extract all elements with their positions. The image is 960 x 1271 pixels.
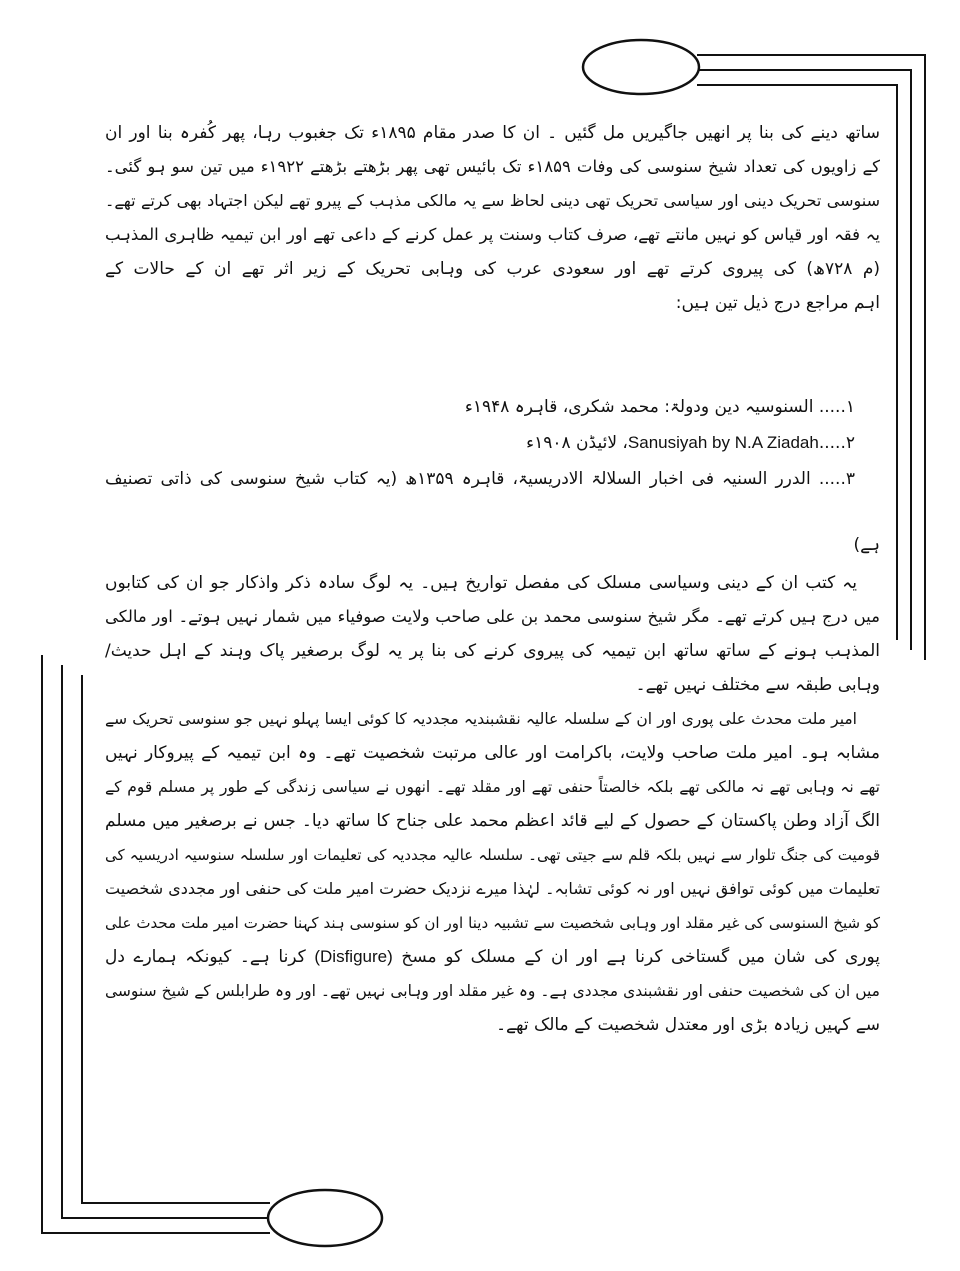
latin-term: (Disfigure) — [314, 947, 393, 966]
text-line: سے کہیں زیادہ بڑی اور معتدل شخصیت کے مالک تھے۔ — [496, 1015, 880, 1035]
text-line: تھے نہ وہابی تھے نہ مالکی تھے بلکہ خالصتاً حنفی تھے اور مقلد تھے۔ انھوں نے سیاسی زندگی کے طور پر مسلم قوم کے — [105, 778, 880, 796]
paragraph-start-line: یہ کتب ان کے دینی وسیاسی مسلک کی مفصل تواریخ ہیں۔ یہ لوگ سادہ ذکر واذکار جو ان کی کتابوں — [105, 573, 857, 593]
text-line: سنوسی تحریک دینی اور سیاسی تحریک تھی دینی لحاظ سے یہ مالکی مذہب کے پیرو تھے لیکن اجتہاد بھی کرتے تھے۔ — [105, 191, 880, 210]
text-line: کو شیخ السنوسی کی غیر مقلد اور وہابی شخصیت سے تشبیہ دینا اور ان کو سنوسی ہند کہنا حضرت امیر ملت محدث علی — [105, 914, 880, 932]
reference-suffix: ، لائیڈن ۱۹۰۸ء — [526, 433, 628, 453]
reference-latin-title: Sanusiyah by N.A Ziadah — [627, 433, 819, 452]
paragraph-start-line: امیر ملت محدث علی پوری اور ان کے سلسلہ عالیہ نقشبندیہ مجددیہ کا کوئی ایسا پہلو نہیں جو سنوسی تحریک سے — [105, 710, 857, 728]
text-line: ساتھ دینے کی بنا پر انھیں جاگیریں مل گئیں ۔ ان کا صدر مقام ۱۸۹۵ء تک جغبوب رہا، پھر کُفرہ بنا اور ان — [105, 123, 880, 143]
top-oval-ornament — [583, 40, 699, 94]
text-line — [105, 944, 880, 970]
reference-item-2 — [300, 430, 855, 456]
text-line: قومیت کی جنگ تلوار سے نہیں بلکہ قلم سے جیتی تھی۔ سلسلہ عالیہ مجددیہ کی تعلیمات اور سلسلہ سنوسیہ ادریسیہ کی — [105, 846, 880, 864]
reference-prefix: ۲..... — [818, 433, 855, 453]
text-line: المذہب ہونے کے ساتھ ساتھ ابن تیمیہ کی پیروی کرنے کی بنا پر یہ لوگ برصغیر پاک وہند کے اہل حدیث/ — [105, 641, 880, 661]
text-line: (م ۷۲۸ھ) کی پیروی کرتے تھے اور سعودی عرب کی وہابی تحریک کے زیر اثر تھے ان کے حالات کے — [105, 259, 880, 279]
text-line: مشابہ ہو۔ امیر ملت صاحب ولایت، باکرامت اور عالی مرتبت شخصیت تھے۔ وہ ابن تیمیہ کے پیروکار نہیں — [105, 743, 880, 763]
text-line: میں درج ہیں کرتے تھے۔ مگر شیخ سنوسی محمد بن علی صاحب ولایت صوفیاء میں شمار نہیں ہوتے۔ اور مالکی — [105, 607, 880, 626]
text-line: کے زاویوں کی تعداد شیخ سنوسی کی وفات ۱۸۵۹ء تک بائیس تھی پھر بڑھتے بڑھتے ۱۹۲۲ء میں تین سو ہو گئی۔ — [105, 157, 880, 176]
reference-item-1: ۱..... السنوسیہ دین ودولۃ: محمد شکری، قاہرہ ۱۹۴۸ء — [464, 397, 855, 417]
text-segment: پوری کی شان میں گستاخی کرنا ہے اور ان کے مسلک کو مسخ — [392, 947, 880, 967]
text-line: الگ آزاد وطن پاکستان کے حصول کے لیے قائد اعظم محمد علی جناح کا ساتھ دیا۔ جس نے برصغیر میں مسلم — [105, 811, 880, 831]
text-line: ہے) — [853, 535, 880, 555]
text-segment: کرنا ہے۔ کیونکہ ہمارے دل — [105, 947, 315, 967]
reference-item-3: ۳..... الدرر السنیہ فی اخبار السلالۃ الادریسیۃ، قاہرہ ۱۳۵۹ھ (یہ کتاب شیخ سنوسی کی ذاتی تصنیف — [105, 469, 855, 489]
bottom-oval-ornament — [268, 1190, 382, 1246]
text-line: یہ فقہ اور قیاس کو نہیں مانتے تھے، صرف کتاب وسنت پر عمل کرنے کے داعی تھے اور ابن تیمیہ ظاہری المذہب — [105, 225, 880, 244]
text-line: اہم مراجع درج ذیل تین ہیں: — [675, 293, 880, 313]
text-line: تعلیمات میں کوئی توافق نہیں اور نہ کوئی تشابہ۔ لہٰذا میرے نزدیک حضرت امیر ملت کی حنفی اور مجددی شخصیت — [105, 879, 880, 898]
text-line: میں ان کی شخصیت حنفی اور نقشبندی مجددی ہے۔ وہ غیر مقلد اور وہابی نہیں تھے۔ اور وہ طرابلس کے شیخ سنوسی — [105, 982, 880, 1000]
text-line: وہابی طبقہ سے مختلف نہیں تھے۔ — [635, 675, 880, 695]
